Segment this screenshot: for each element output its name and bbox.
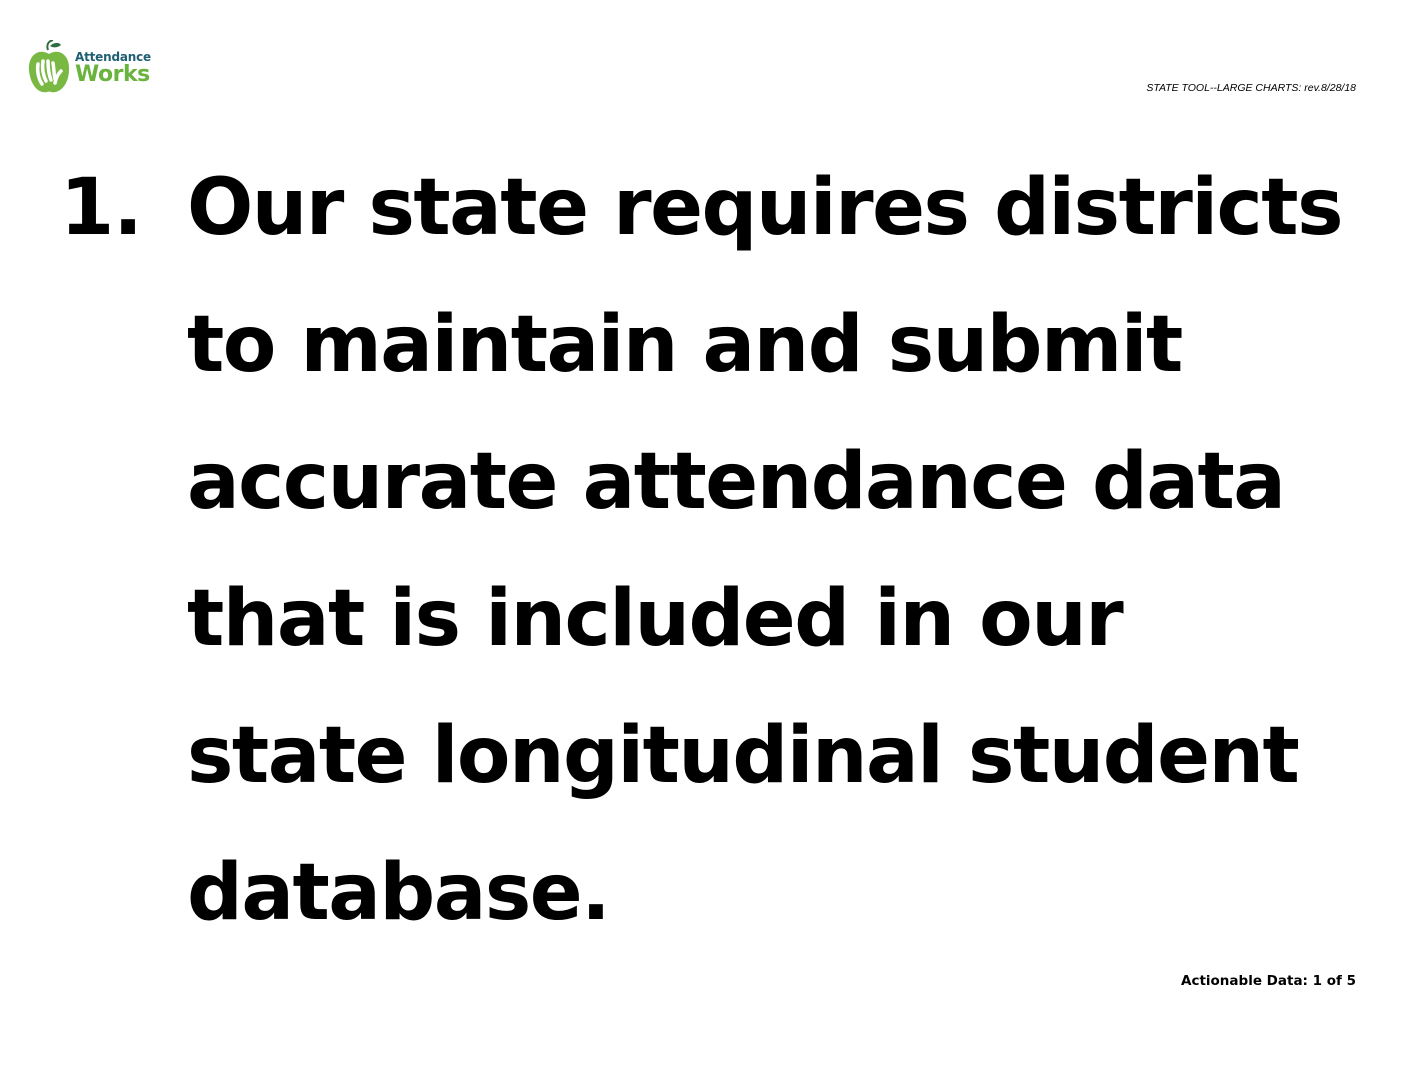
logo-wordmark-bottom: Works [75,62,150,87]
page-indicator: Actionable Data: 1 of 5 [1181,973,1356,989]
question-number: 1. [60,163,142,253]
attendance-works-logo [26,38,176,98]
apple-hands-icon [26,40,72,96]
logo-wordmark-top: Attendance [75,50,151,64]
question-text: Our state requires districts to maintain and submit accurate attendance data that is included in our state longitudinal student database. [187,163,1343,938]
document-reference: STATE TOOL--LARGE CHARTS: rev.8/28/18 [1146,82,1356,94]
